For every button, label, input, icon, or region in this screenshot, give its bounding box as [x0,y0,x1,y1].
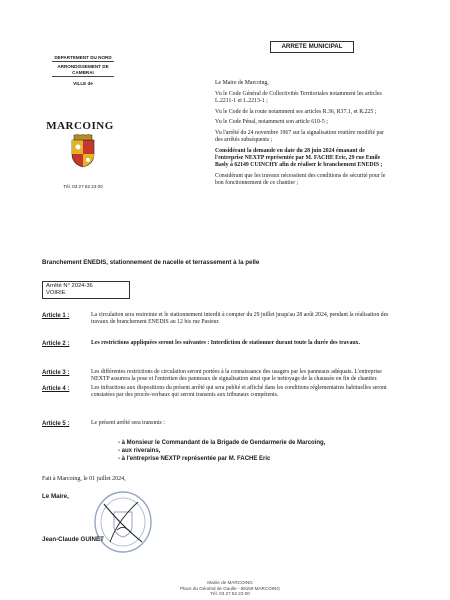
mairie-stamp-icon [92,490,154,554]
article-text: Les infractions aux dispositions du présent arrêté qui sera publié et affiché dans les conditions réglementaires habituelles seront constatées par des procès-verbaux qui seront transmis aux tribunaux compétents. [91,385,387,399]
preamble-line: Vu le Code de la route notamment ses articles R.36, R37.1, et R.225 ; [215,108,377,115]
arrete-number: Arrêté N° 2024-36 [46,283,93,289]
recipient-item: - aux riverains, [118,448,161,454]
arrete-category: VOIRIE [46,290,66,296]
preamble-line: Vu le Code Général de Collectivités Territoriales notamment les articles L.2211-1 et L.2213-1 ; [215,90,382,104]
recipient-item: - à Monsieur le Commandant de la Brigade de Gendarmerie de Marcoing, [118,440,326,446]
city-name: MARCOING [46,120,114,132]
city-crest-icon [70,134,96,168]
preamble-line: Vu le Code Pénal, notamment son article 610-5 ; [215,119,328,126]
article-label: Article 2 : [42,341,70,347]
footer-line: Mairie de MARCOING [207,580,253,585]
article-label: Article 4 : [42,386,70,392]
article-text: Les différentes restrictions de circulation seront portées à la connaissance des usagers par les panneaux adéquats. L'entreprise NEXTP assurera la pose et l'entretien des panneaux de signalisation ainsi que le nettoyage de la chaussée en fin de chantier. [91,369,382,383]
reference-box [42,281,130,299]
arrete-title: ARRETE MUNICIPAL [281,43,343,50]
department-label: DEPARTEMENT DU NORD [52,55,114,62]
recipient-list [118,439,398,463]
preamble [215,80,393,191]
arrete-subject: Branchement ENEDIS, stationnement de nacelle et terrassement à la pelle [42,259,260,266]
recipient-item: - à l'entreprise NEXTP représentée par M. FACHE Eric [118,456,271,462]
preamble-line: Considérant que les travaux nécessitent des conditions de sécurité pour le bon fonctionnement de ce chantier ; [215,173,386,187]
article-text: La circulation sera restreinte et le stationnement interdit à compter du 29 juillet jusqu'au 28 août 2024, pendant la réalisation des travaux de branchement ENEDIS au 12 bis rue Pasteur. [91,312,389,326]
arrondissement-label: ARRONDISSEMENT DE CAMBRAI [52,64,114,77]
place-date: Fait à Marcoing, le 01 juillet 2024, [42,476,126,482]
letterhead [52,55,114,90]
signer-name: Jean-Claude GUINET [42,536,104,543]
preamble-line: Considérant la demande en date du 28 juin 2024 émanant de l'entreprise NEXTP représentée par M. FACHE Eric, 29 rue Emile Basly à 62149 CUINCHY afin de réaliser le branchement ENEDIS ; [215,147,383,169]
article-label: Article 3 : [42,370,70,376]
signer-title: Le Maire, [42,493,69,500]
preamble-line: Le Maire de Marcoing, [215,80,269,86]
footer-line: Tél. 03 27 82 23 00 [210,591,250,597]
article-text: Les restrictions appliquées seront les suivantes : Interdiction de stationner durant toute la durée des travaux. [91,340,360,346]
page-footer [140,580,320,597]
mairie-phone: Tél. 03 27 82 23 00 [63,184,103,189]
ville-label: VILLE de [73,81,93,87]
arrete-title-box [270,41,354,53]
article-label: Article 1 : [42,313,70,319]
article-label: Article 5 : [42,421,70,427]
article-text: Le présent arrêté sera transmis : [91,420,165,426]
preamble-line: Vu l'arrêté du 24 novembre 1967 sur la signalisation routière modifié par des arrêtés subséquents ; [215,130,384,144]
footer-line: Place du Général de Gaulle - 59159 MARCOING [180,585,280,591]
